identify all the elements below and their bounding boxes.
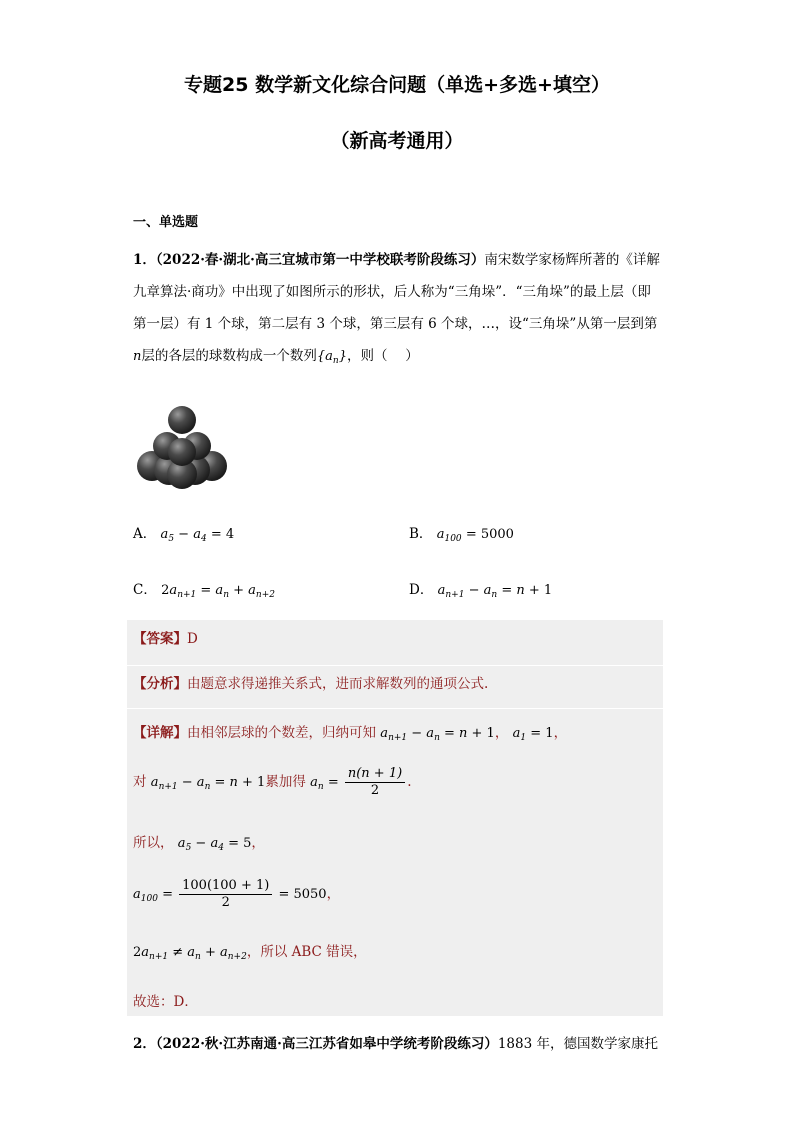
question-1-line-2: 九章算法·商功》中出现了如图所示的形状，后人称为“三角垛”．“三角垛”的最上层（即 xyxy=(133,284,651,300)
analysis-line: 【分析】由题意求得递推关系式，进而求解数列的通项公式. xyxy=(133,676,489,692)
conclusion-line: 故选：D． xyxy=(133,994,198,1010)
result-line: 所以， $a_5 - a_4 = 5$， xyxy=(133,835,265,853)
check-line: $2a_{n+1} \ne a_n + a_{n+2}$，所以 ABC 错误， xyxy=(133,944,367,962)
section-heading: 一、单选题 xyxy=(133,215,199,230)
option-c[interactable]: C． $2a_{n+1} = a_n + a_{n+2}$ xyxy=(133,582,275,600)
page-subtitle: （新高考通用） xyxy=(330,130,464,152)
question-1 xyxy=(133,244,663,377)
sphere xyxy=(168,438,196,466)
question-text: 南宋数学家杨辉所著的《详解 xyxy=(484,252,660,268)
question-1-line-4: n层的各层的球数构成一个数列$\{a_n\}$，则（ ） xyxy=(133,348,419,366)
question-source: （2022·春·湖北·高三宜城市第一中学校联考阶段练习） xyxy=(155,252,485,268)
option-b[interactable]: B． $a_{100} = 5000$ xyxy=(409,526,514,544)
sphere xyxy=(168,406,196,434)
sum-line: 对 $a_{n+1} - a_n = n + 1$累加得 $a_n$ = $\frac{n(n + 1)}{2}$ . xyxy=(133,766,412,798)
answer-line: 【答案】D xyxy=(133,631,198,647)
question-number: 1． xyxy=(133,252,156,268)
sphere-pile-figure xyxy=(133,400,233,492)
page-title: 专题25 数学新文化综合问题（单选+多选+填空） xyxy=(184,74,610,96)
question-2: 2．（2022·秋·江苏南通·高三江苏省如皋中学统考阶段练习）1883 年，德国数学家康托 xyxy=(133,1036,658,1052)
option-a[interactable]: A． $a_5 - a_4 = 4$ xyxy=(133,526,235,544)
question-1-line-1 xyxy=(133,244,663,276)
question-1-line-3: 第一层）有 1 个球，第二层有 3 个球，第三层有 6 个球，…，设“三角垛”从第一层到第 xyxy=(133,316,658,332)
sequence-notation: $\{a_n\}$ xyxy=(316,349,347,366)
option-d[interactable]: D． $a_{n+1} - a_n = n + 1$ xyxy=(409,582,553,600)
detail-line: 【详解】由相邻层球的个数差，归纳可知 $a_{n+1} - a_n = n + 1$， $a_1 = 1$， xyxy=(133,725,568,743)
a100-line: $a_{100}$ = $\frac{100(100 + 1)}{2}$ = 5050， xyxy=(133,878,341,910)
